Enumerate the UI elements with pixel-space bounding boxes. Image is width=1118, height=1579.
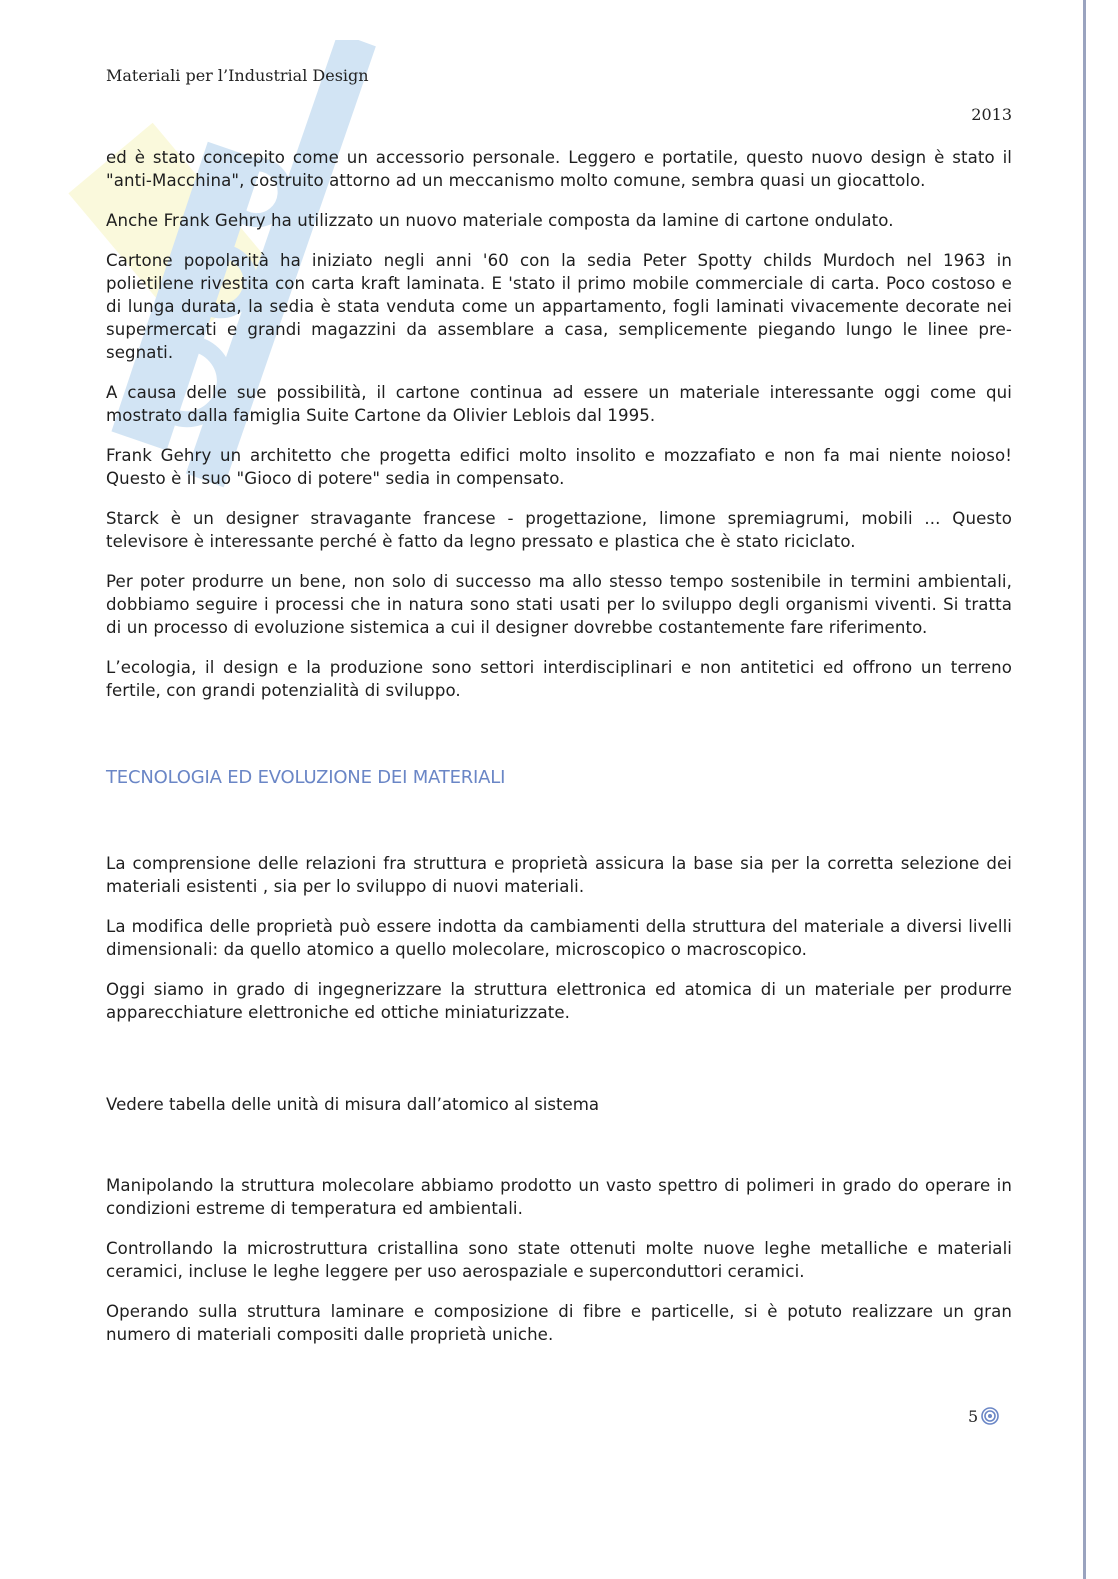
paragraph: Cartone popolarità ha iniziato negli anni '60 con la sedia Peter Spotty childs Murdoch nel 1963 in polietilene rivestita con carta kraft laminata. E 'stato il primo mobile commerciale di carta. Poco costoso e di lunga durata, la sedia è stata venduta come un appartamento, fogli laminati vivacemente decorate nei supermercati e grandi magazzini da assemblare a casa, semplicemente piegando lungo le linee pre-segnati. [106,251,1012,362]
paragraph: Per poter produrre un bene, non solo di successo ma allo stesso tempo sostenibile in termini ambientali, dobbiamo seguire i processi che in natura sono stati usati per lo sviluppo degli organismi viventi. Si tratta di un processo di evoluzione sistemica a cui il designer dovrebbe costantemente fare riferimento. [106,572,1012,637]
page-footer [968,1406,1000,1426]
paragraph: Manipolando la struttura molecolare abbiamo prodotto un vasto spettro di polimeri in grado do operare in condizioni estreme di temperatura ed ambientali. [106,1176,1012,1218]
paragraph: La modifica delle proprietà può essere indotta da cambiamenti della struttura del materiale a diversi livelli dimensionali: da quello atomico a quello molecolare, microscopico o macroscopico. [106,917,1012,959]
section-heading: TECNOLOGIA ED EVOLUZIONE DEI MATERIALI [106,767,506,788]
document-header-year: 2013 [971,105,1012,124]
concentric-circles-icon [980,1406,1000,1426]
right-margin-rule [1083,0,1086,1579]
paragraph: Frank Gehry un architetto che progetta edifici molto insolito e mozzafiato e non fa mai niente noioso! Questo è il suo "Gioco di potere" sedia in compensato. [106,446,1012,488]
paragraph: ed è stato concepito come un accessorio personale. Leggero e portatile, questo nuovo design è stato il "anti-Macchina", costruito attorno ad un meccanismo molto comune, sembra quasi un giocattolo. [106,148,1012,190]
paragraph: Controllando la microstruttura cristallina sono state ottenuti molte nuove leghe metalliche e materiali ceramici, incluse le leghe leggere per uso aerospaziale e superconduttori ceramici. [106,1239,1012,1281]
page-body [106,146,1012,1363]
paragraph: Operando sulla struttura laminare e composizione di fibre e particelle, si è potuto realizzare un gran numero di materiali compositi dalle proprietà uniche. [106,1302,1012,1344]
paragraph: L’ecologia, il design e la produzione sono settori interdisciplinari e non antitetici ed offrono un terreno fertile, con grandi potenzialità di sviluppo. [106,658,1012,700]
paragraph: Oggi siamo in grado di ingegnerizzare la struttura elettronica ed atomica di un materiale per produrre apparecchiature elettroniche ed ottiche miniaturizzate. [106,980,1012,1022]
page-number: 5 [968,1406,979,1426]
paragraph: Anche Frank Gehry ha utilizzato un nuovo materiale composta da lamine di cartone ondulato. [106,211,894,230]
table-reference-note: Vedere tabella delle unità di misura dall’atomico al sistema [106,1095,600,1114]
paragraph: A causa delle sue possibilità, il cartone continua ad essere un materiale interessante oggi come qui mostrato dalla famiglia Suite Cartone da Olivier Leblois dal 1995. [106,383,1012,425]
paragraph: La comprensione delle relazioni fra struttura e proprietà assicura la base sia per la corretta selezione dei materiali esistenti , sia per lo sviluppo di nuovi materiali. [106,854,1012,896]
paragraph: Starck è un designer stravagante francese - progettazione, limone spremiagrumi, mobili ... Questo televisore è interessante perché è fatto da legno pressato e plastica che è stato riciclato. [106,509,1012,551]
spacer [106,1116,1012,1174]
document-header-title: Materiali per l’Industrial Design [106,66,369,85]
spacer [106,1041,1012,1093]
